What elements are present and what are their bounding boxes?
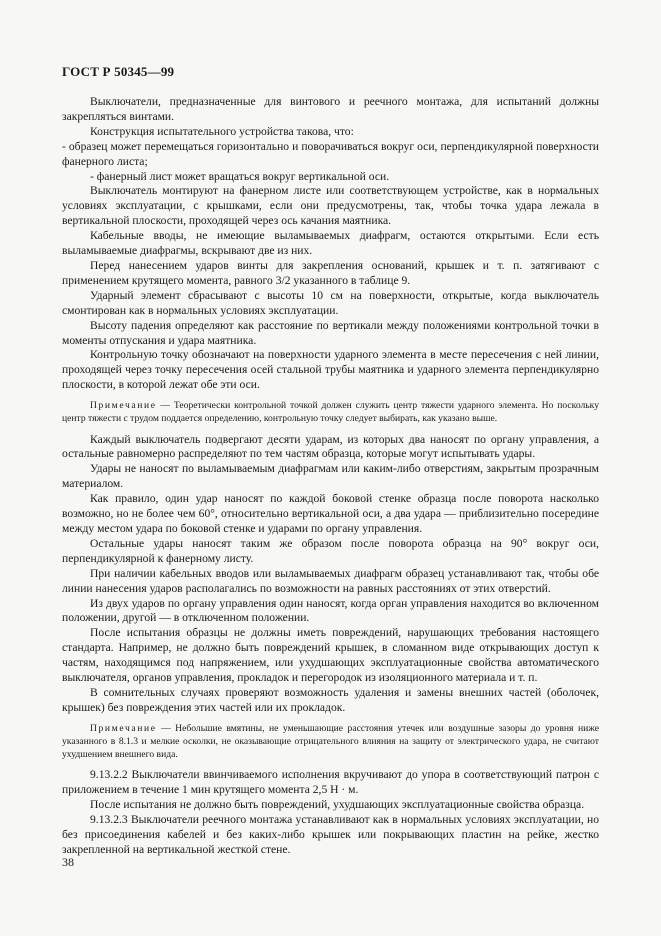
paragraph: Выключатели, предназначенные для винтового и реечного монтажа, для испытаний должны закрепляться винтами. <box>62 95 599 123</box>
paragraph: После испытания образцы не должны иметь повреждений, нарушающих требования настоящего стандарта. Например, не должно быть повреждений крышек, в сломанном виде открывающих доступ к частям, находящимся под напряжением, или ухудшающих эксплуатационные свойства автоматического выключателя, органов управления, прокладок и перегородок из изоляционного материала и т. п. <box>62 626 599 685</box>
list-item: - фанерный лист может вращаться вокруг вертикальной оси. <box>90 169 390 183</box>
note <box>62 722 599 762</box>
paragraph: Перед нанесением ударов винты для закрепления оснований, крышек и т. п. затягивают с применением крутящего момента, равного 3/2 указанного в таблице 9. <box>62 258 599 287</box>
paragraph: При наличии кабельных вводов или выламываемых диафрагм образец устанавливают так, чтобы обе линии нанесения ударов располагались по возможности на равных расстояниях от этих отверстий. <box>62 566 599 595</box>
paragraph: В сомнительных случаях проверяют возможность удаления и замены внешних частей (оболочек, крышек) без повреждения этих частей или их прокладок. <box>62 685 599 714</box>
paragraph: Ударный элемент сбрасывают с высоты 10 см на поверхности, открытые, когда выключатель смонтирован как в нормальных условиях эксплуатации. <box>62 288 599 317</box>
paragraph: Из двух ударов по органу управления один наносят, когда орган управления находится во включенном положении, другой — в отключенном положении. <box>62 596 599 625</box>
paragraph: 9.13.2.3 Выключатели реечного монтажа устанавливают как в нормальных условиях эксплуатации, но без присоединения кабелей и без каких-либо крышек или покрывающих пластин на рейке, жестко закрепленной на вертикальной жесткой стене. <box>62 813 599 856</box>
list-item: - образец может перемещаться горизонтально и поворачиваться вокруг оси, перпендикулярной поверхности фанерного листа; <box>62 139 599 168</box>
note <box>62 399 599 425</box>
paragraph: 9.13.2.2 Выключатели ввинчиваемого исполнения вкручивают до упора в соответствующий патрон с приложением в течение 1 мин крутящего момента 2,5 Н · м. <box>62 768 599 797</box>
page-number: 38 <box>62 855 74 869</box>
paragraph: Конструкция испытательного устройства такова, что: <box>90 124 354 138</box>
paragraph: После испытания не должно быть повреждений, ухудшающих эксплуатационные свойства образца. <box>90 798 585 812</box>
paragraph: Каждый выключатель подвергают десяти ударам, из которых два наносят по органу управления, а остальные равномерно распределяют по тем частям образца, которые могут испытывать удары. <box>62 432 599 461</box>
paragraph: Выключатель монтируют на фанерном листе или соответствующем устройстве, как в нормальных условиях эксплуатации, с крышками, если они предусмотрены, так, чтобы точка удара лежала в вертикальной плоскости, проходящей через ось качания маятника. <box>62 184 599 228</box>
paragraph: Как правило, один удар наносят по каждой боковой стенке образца после поворота насколько возможно, но не более чем 60°, относительно вертикальной оси, а два удара — приблизительно посередине между местом удара по боковой стенке и ударами по органу управления. <box>62 492 599 535</box>
paragraph: Удары не наносят по выламываемым диафрагмам или каким-либо отверстиям, закрытым прозрачным материалом. <box>62 462 599 491</box>
note-text: — Небольшие вмятины, не уменьшающие расстояния утечек или воздушные зазоры до уровня ниже указанного в 8.1.3 и мелкие осколки, не оказывающие отрицательного влияния на защиту от электрического удара, не считают ухудшением внешнего вида. <box>62 722 599 761</box>
document-header: ГОСТ Р 50345—99 <box>62 64 175 79</box>
note-label: Примечание <box>90 722 157 734</box>
paragraph: Контрольную точку обозначают на поверхности ударного элемента в месте пересечения с ней линии, проходящей через точку пересечения осей стальной трубы маятника и ударного элемента перпендикулярно плоскости, в которой лежат обе эти оси. <box>62 348 599 392</box>
paragraph: Высоту падения определяют как расстояние по вертикали между положениями контрольной точки в моменты отпускания и удара маятника. <box>62 318 599 347</box>
note-text: — Теоретически контрольной точкой должен служить центр тяжести ударного элемента. Но поскольку центр тяжести с трудом поддается определению, контрольную точку следует выбирать, как указано выше. <box>62 400 599 425</box>
note-label: Примечание <box>90 400 157 412</box>
document-body <box>62 95 599 858</box>
paragraph: Кабельные вводы, не имеющие выламываемых диафрагм, остаются открытыми. Если есть выламываемые диафрагмы, вскрывают две из них. <box>62 229 599 258</box>
paragraph: Остальные удары наносят таким же образом после поворота образца на 90° вокруг оси, перпендикулярной к фанерному листу. <box>62 536 599 565</box>
